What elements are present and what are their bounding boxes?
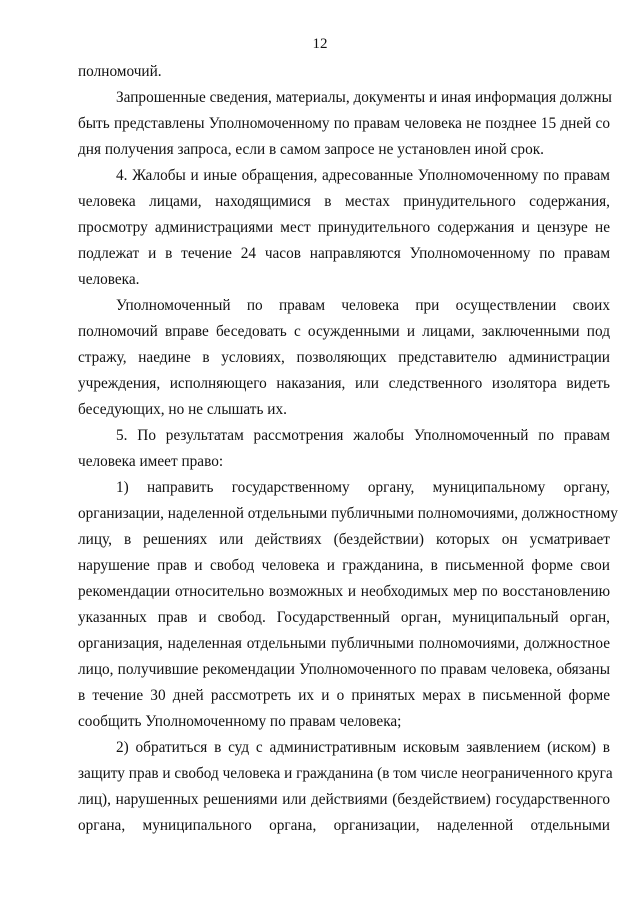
text-line: 5. По результатам рассмотрения жалобы Уполномоченный по правам: [116, 427, 610, 444]
text-line: просмотру администрациями мест принудительного содержания и цензуре не: [78, 219, 610, 236]
text-line: Запрошенные сведения, материалы, документы и иная информация должны: [116, 89, 612, 106]
text-line: человека.: [78, 271, 140, 288]
text-line: человека имеет право:: [78, 453, 224, 470]
text-line: человека лицами, находящимися в местах принудительного содержания,: [78, 193, 610, 210]
text-line: рекомендации относительно возможных и необходимых мер по восстановлению: [78, 583, 610, 600]
text-line: нарушение прав и свобод человека и гражданина, в письменной форме свои: [78, 557, 610, 574]
text-line: полномочий вправе беседовать с осужденными и лицами, заключенными под: [78, 323, 610, 340]
text-line: стражу, наедине в условиях, позволяющих представителю администрации: [78, 349, 610, 366]
text-line: быть представлены Уполномоченному по правам человека не позднее 15 дней со: [78, 115, 610, 132]
text-line: сообщить Уполномоченному по правам человека;: [78, 713, 402, 730]
text-line: органа, муниципального органа, организации, наделенной отдельными: [78, 817, 610, 834]
text-line: дня получения запроса, если в самом запросе не установлен иной срок.: [78, 141, 544, 158]
text-line: защиту прав и свобод человека и гражданина (в том числе неограниченного круга: [78, 765, 613, 782]
page-number: 12: [312, 36, 328, 52]
text-line: Уполномоченный по правам человека при осуществлении своих: [116, 297, 610, 314]
text-line: беседующих, но не слышать их.: [78, 401, 287, 418]
text-line: лицу, в решениях или действиях (бездействии) которых он усматривает: [78, 531, 610, 548]
text-line: подлежат и в течение 24 часов направляются Уполномоченному по правам: [78, 245, 610, 262]
text-line: лицо, получившие рекомендации Уполномоченного по правам человека, обязаны: [78, 661, 610, 678]
text-line: указанных прав и свобод. Государственный орган, муниципальный орган,: [78, 609, 610, 626]
text-line: организации, наделенной отдельными публичными полномочиями, должностному: [78, 505, 618, 522]
text-line: 4. Жалобы и иные обращения, адресованные Уполномоченному по правам: [116, 167, 610, 184]
text-line: 1) направить государственному органу, муниципальному органу,: [116, 479, 610, 496]
text-line: учреждения, исполняющего наказания, или следственного изолятора видеть: [78, 375, 610, 392]
text-line: организация, наделенная отдельными публичными полномочиями, должностное: [78, 635, 610, 652]
text-line: в течение 30 дней рассмотреть их и о принятых мерах в письменной форме: [78, 687, 610, 704]
text-line: лиц), нарушенных решениями или действиями (бездействием) государственного: [78, 791, 610, 808]
text-line: 2) обратиться в суд с административным исковым заявлением (иском) в: [116, 739, 610, 756]
text-line: полномочий.: [78, 63, 162, 80]
